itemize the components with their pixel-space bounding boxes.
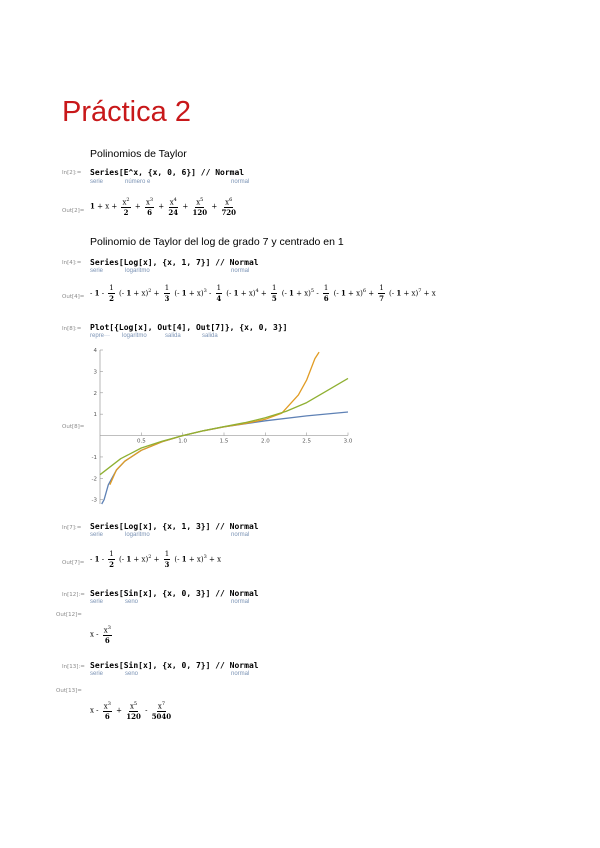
- autocomplete-hint: normal: [231, 599, 250, 605]
- output-series-log3: - 1 - $\frac{1}{2}$ (- 1 + x)$^2$ + $\frac{1}{3}$ (- 1 + x)$^3$ + x: [90, 550, 222, 569]
- output-label: Out[2]=: [62, 208, 85, 214]
- output-series-sin7: x - $\frac{x^3}{6}$ + $\frac{x^5}{120}$ - $\frac{x^7}{5040}$: [90, 701, 172, 722]
- autocomplete-hint: salida: [202, 333, 218, 339]
- input-label: In[8]:=: [62, 326, 82, 332]
- autocomplete-hint: número e: [125, 179, 151, 185]
- output-label: Out[8]=: [62, 424, 85, 430]
- section-heading: Polinomio de Taylor del log de grado 7 y centrado en 1: [90, 236, 344, 248]
- autocomplete-hint: logaritmo: [122, 333, 147, 339]
- y-tick-label: 4: [93, 348, 97, 354]
- code-input[interactable]: Series[E^x, {x, 0, 6}] // Normal: [90, 168, 245, 177]
- y-tick-label: -2: [91, 476, 97, 483]
- y-tick-label: 2: [93, 390, 97, 397]
- output-label: Out[13]=: [56, 688, 82, 694]
- code-input[interactable]: Series[Log[x], {x, 1, 3}] // Normal: [90, 522, 259, 531]
- y-tick-label: 1: [93, 412, 97, 419]
- code-input[interactable]: Plot[{Log[x], Out[4], Out[7]}, {x, 0, 3}]: [90, 323, 288, 332]
- code-input[interactable]: Series[Sin[x], {x, 0, 7}] // Normal: [90, 661, 259, 670]
- autocomplete-hint: seno: [125, 599, 139, 605]
- y-tick-label: 3: [93, 369, 97, 376]
- autocomplete-hint: logaritmo: [125, 532, 150, 538]
- page-title: Práctica 2: [62, 96, 191, 128]
- y-tick-label: -3: [91, 497, 97, 504]
- input-label: In[13]:=: [62, 664, 85, 670]
- autocomplete-hint: serie: [90, 179, 104, 185]
- autocomplete-hint: normal: [231, 671, 250, 677]
- code-input[interactable]: Series[Log[x], {x, 1, 7}] // Normal: [90, 258, 259, 267]
- x-tick-label: 1.0: [178, 438, 188, 445]
- autocomplete-hint: serie: [90, 671, 104, 677]
- input-label: In[4]:=: [62, 260, 82, 266]
- code-input[interactable]: Series[Sin[x], {x, 0, 3}] // Normal: [90, 589, 259, 598]
- input-label: In[12]:=: [62, 592, 85, 598]
- autocomplete-hint: seno: [125, 671, 139, 677]
- output-label: Out[7]=: [62, 560, 85, 566]
- output-label: Out[12]=: [56, 612, 82, 618]
- series-line-2: [100, 378, 348, 474]
- autocomplete-hint: logaritmo: [125, 268, 150, 274]
- x-tick-label: 2.0: [260, 438, 270, 445]
- autocomplete-hint: serie: [90, 268, 104, 274]
- autocomplete-hint: repre···: [90, 333, 111, 339]
- x-tick-label: 2.5: [302, 438, 312, 445]
- autocomplete-hint: normal: [231, 532, 250, 538]
- output-label: Out[4]=: [62, 294, 85, 300]
- autocomplete-hint: salida: [165, 333, 181, 339]
- input-label: In[2]:=: [62, 170, 82, 176]
- x-tick-label: 0.5: [136, 438, 146, 445]
- x-tick-label: 1.5: [219, 438, 229, 445]
- y-tick-label: -1: [91, 454, 97, 461]
- x-tick-label: 3.0: [343, 438, 353, 445]
- plot-graphic: [86, 344, 356, 512]
- output-series-log7: - 1 - $\frac{1}{2}$ (- 1 + x)$^2$ + $\frac{1}{3}$ (- 1 + x)$^3$ - $\frac{1}{4}$ (- 1 + x)$^4$ + $\frac{1}{5}$ (- 1 + x)$^5$ - $\frac{1}{6}$ (- 1 + x)$^6$ + $\frac{1}{7}$ (- 1 + x)$^7$ + x: [90, 284, 436, 303]
- autocomplete-hint: normal: [231, 268, 250, 274]
- autocomplete-hint: serie: [90, 532, 104, 538]
- output-series-sin3: x - $\frac{x^3}{6}$: [90, 625, 111, 646]
- section-heading: Polinomios de Taylor: [90, 148, 187, 160]
- input-label: In[7]:=: [62, 525, 82, 531]
- autocomplete-hint: normal: [231, 179, 250, 185]
- output-series-exp: 1 + x + $\frac{x^2}{2}$ + $\frac{x^3}{6}$ + $\frac{x^4}{24}$ + $\frac{x^5}{120}$ + $\frac{x^6}{720}$: [90, 197, 237, 218]
- autocomplete-hint: serie: [90, 599, 104, 605]
